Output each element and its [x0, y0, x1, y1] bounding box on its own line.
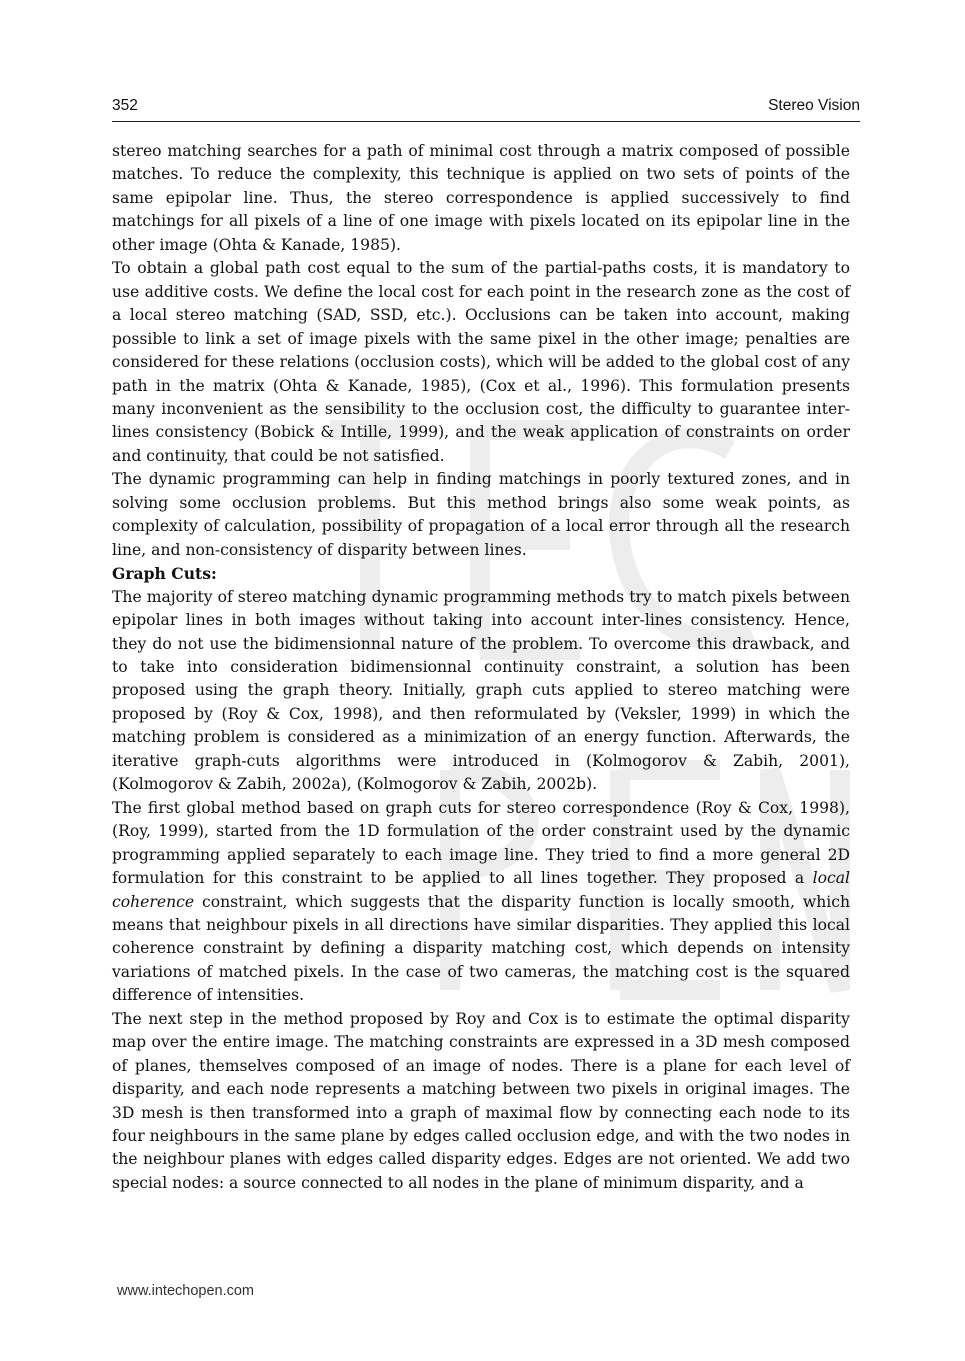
roy-cox-text-start: The first global method based on graph cuts for stereo correspondence (Roy & Cox, 1998), (Roy, 1999), started from the 1D formulation of the order constraint used by the dynamic programming applied separately to each image line. They tried to find a more general 2D formulation for this constraint to be applied to all lines together. They proposed a: [112, 798, 850, 888]
paragraph-dynamic-programming-summary: The dynamic programming can help in finding matchings in poorly textured zones, and in solving some occlusion problems. But this method brings also some weak points, as complexity of calculation, possibility of propagation of a local error through all the research line, and non-consistency of disparity between lines.: [112, 470, 850, 559]
body-text: [112, 140, 850, 1195]
local-coherence-term: local coherence: [112, 869, 850, 911]
paragraph-next-step: The next step in the method proposed by Roy and Cox is to estimate the optimal disparity map over the entire image. The matching constraints are expressed in a 3D mesh composed of planes, themselves composed of an image of nodes. There is a plane for each level of disparity, and each node represents a matching between two pixels in original images. The 3D mesh is then transformed into a graph of maximal flow by connecting each node to its four neighbours in the same plane by edges called occlusion edge, and with the two nodes in the neighbour planes with edges called disparity edges. Edges are not oriented. We add two special nodes: a source connected to all nodes in the plane of minimum disparity, and a: [112, 1009, 850, 1192]
footer-url[interactable]: www.intechopen.com: [117, 1283, 255, 1299]
paragraph-roy-cox-method: [112, 797, 850, 1008]
page-number: 352: [112, 97, 138, 114]
paragraph-graph-cuts: The majority of stereo matching dynamic programming methods try to match pixels between epipolar lines in both images without taking into account inter-lines consistency. Hence, they do not use the bidimensionnal nature of the problem. To overcome this drawback, and to take into consideration bidimensionnal continuity constraint, a solution has been proposed using the graph theory. Initially, graph cuts applied to stereo matching were proposed by (Roy & Cox, 1998), and then reformulated by (Veksler, 1999) in which the matching problem is considered as a minimization of an energy function. Afterwards, the iterative graph-cuts algorithms were introduced in (Kolmogorov & Zabih, 2001), (Kolmogorov & Zabih, 2002a), (Kolmogorov & Zabih, 2002b).: [112, 587, 850, 794]
running-header: [112, 97, 860, 122]
chapter-title: Stereo Vision: [768, 97, 860, 114]
paragraph-dynamic-programming-intro: stereo matching searches for a path of minimal cost through a matrix composed of possible matches. To reduce the complexity, this technique is applied on two sets of points of the same epipolar line. Thus, the stereo correspondence is applied successively to find matchings for all pixels of a line of one image with pixels located on its epipolar line in the other image (Ohta & Kanade, 1985).: [112, 142, 850, 254]
paragraph-global-path-cost: To obtain a global path cost equal to the sum of the partial-paths costs, it is mandatory to use additive costs. We define the local cost for each point in the research zone as the cost of a local stereo matching (SAD, SSD, etc.). Occlusions can be taken into account, making possible to link a set of image pixels with the same pixel in the other image; penalties are considered for these relations (occlusion costs), which will be added to the global cost of any path in the matrix (Ohta & Kanade, 1985), (Cox et al., 1996). This formulation presents many inconvenient as the sensibility to the occlusion cost, the difficulty to guarantee inter-lines consistency (Bobick & Intille, 1999), and the weak application of constraints on order and continuity, that could be not satisfied.: [112, 259, 850, 465]
section-heading-graph-cuts: Graph Cuts:: [112, 564, 217, 584]
roy-cox-text-end: constraint, which suggests that the disparity function is locally smooth, which means that neighbour pixels in all directions have similar disparities. They applied this local coherence constraint by defining a disparity matching cost, which depends on intensity variations of matched pixels. In the case of two cameras, the matching cost is the squared difference of intensities.: [112, 892, 850, 1005]
